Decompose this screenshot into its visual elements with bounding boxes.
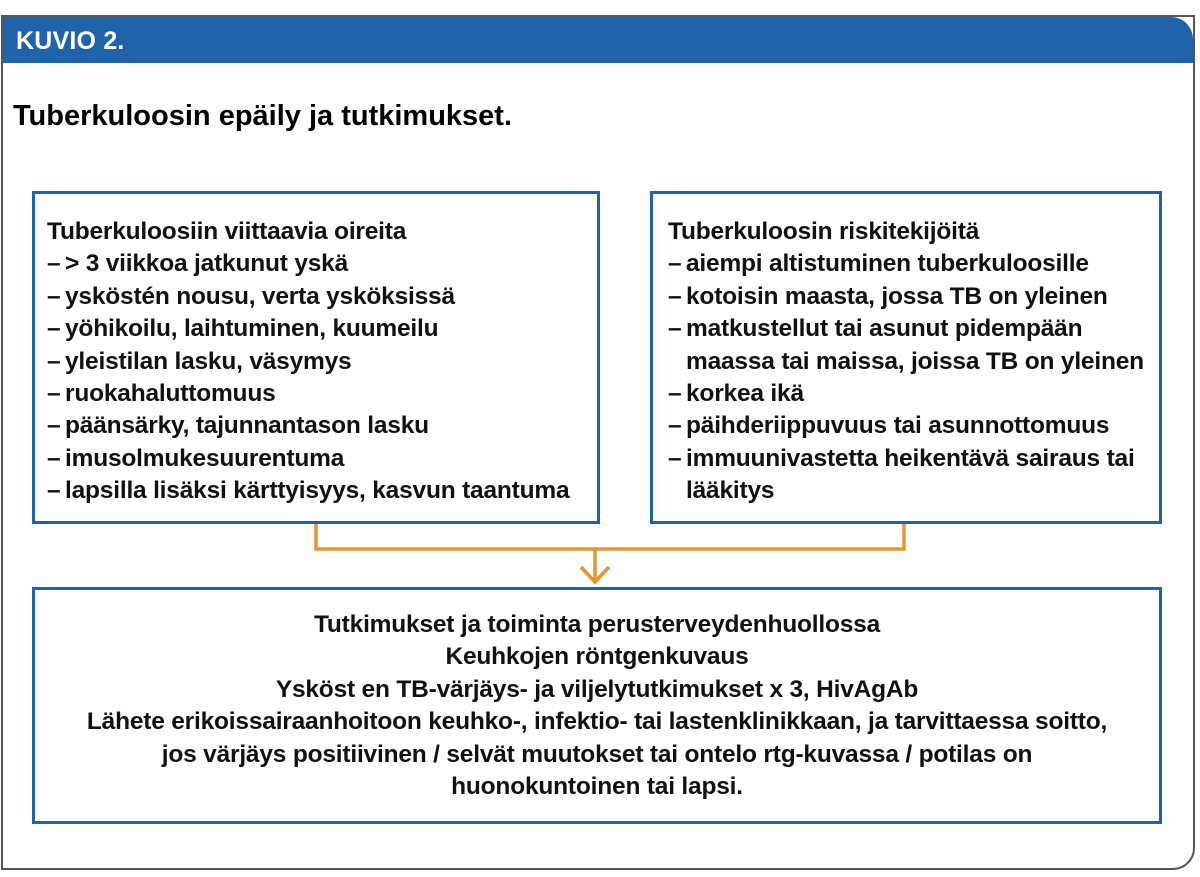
risks-list (668, 248, 1149, 507)
list-item: – matkustellut tai asunut pidempään maassa tai maissa, joissa TB on yleinen (668, 313, 1149, 378)
list-item: – yöhikoilu, laihtuminen, kuumeilu (47, 313, 587, 345)
actions-line: Keuhkojen röntgenkuvaus (445, 643, 749, 671)
actions-line: jos värjäys positiivinen / selvät muutokset tai ontelo rtg-kuvassa / potilas on (161, 740, 1033, 768)
actions-box (32, 587, 1162, 824)
symptoms-list (47, 248, 587, 507)
list-item: – immuunivastetta heikentävä sairaus tai lääkitys (668, 443, 1149, 508)
list-item: – > 3 viikkoa jatkunut yskä (47, 248, 587, 280)
list-item: – yleistilan lasku, väsymys (47, 346, 587, 378)
symptoms-box (32, 191, 600, 524)
risks-heading: Tuberkuloosin riskitekijöitä (668, 218, 980, 245)
list-item: – päänsärky, tajunnantason lasku (47, 410, 587, 442)
list-item: – ysköstén nousu, verta ysköksissä (47, 281, 587, 313)
list-item: – korkea ikä (668, 378, 1149, 410)
actions-heading: Tutkimukset ja toiminta perusterveydenhuollossa (313, 611, 881, 638)
figure-label: KUVIO 2. (16, 27, 125, 55)
figure-title: Tuberkuloosin epäily ja tutkimukset. (13, 100, 513, 132)
list-item: – aiempi altistuminen tuberkuloosille (668, 248, 1149, 280)
actions-line: Ysköst en TB-värjäys- ja viljelytutkimukset x 3, HivAgAb (275, 675, 919, 703)
list-item: – imusolmukesuurentuma (47, 443, 587, 475)
risks-content (668, 216, 1149, 508)
list-item: – ruokahaluttomuus (47, 378, 587, 410)
list-item: – päihderiippuvuus tai asunnottomuus (668, 410, 1149, 442)
risks-box (650, 191, 1162, 524)
list-item: – lapsilla lisäksi kärttyisyys, kasvun taantuma (47, 475, 587, 507)
actions-content (35, 609, 1159, 803)
list-item: – kotoisin maasta, jossa TB on yleinen (668, 281, 1149, 313)
symptoms-heading: Tuberkuloosiin viittaavia oireita (47, 218, 407, 245)
figure-header-bar (3, 17, 1193, 63)
symptoms-content (47, 216, 587, 508)
actions-line: Lähete erikoissairaanhoitoon keuhko-, infektio- tai lastenklinikkaan, ja tarvittaessa soitto, (86, 708, 1108, 736)
actions-line: huonokuntoinen tai lapsi. (451, 773, 743, 801)
